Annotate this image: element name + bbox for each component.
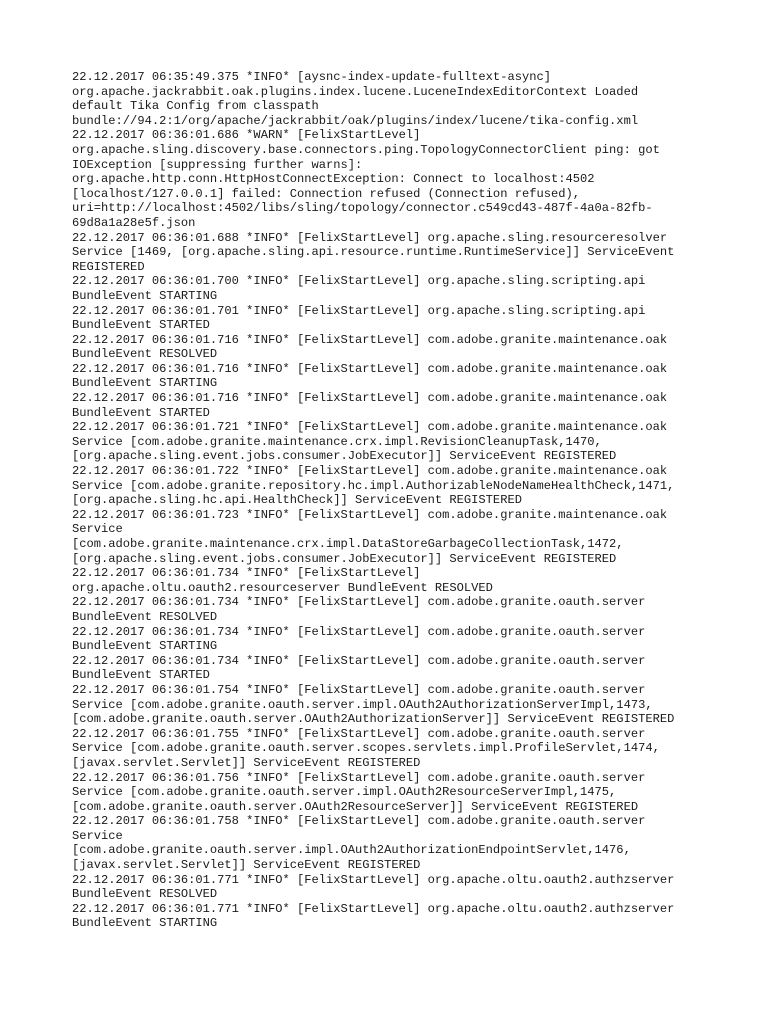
log-line: BundleEvent RESOLVED [72,347,218,362]
log-line: 22.12.2017 06:36:01.688 *INFO* [FelixStartLevel] org.apache.sling.resourceresolver [72,230,668,245]
log-line: REGISTERED [72,259,145,274]
log-line: 22.12.2017 06:36:01.723 *INFO* [FelixStartLevel] com.adobe.granite.maintenance.oak [72,507,668,522]
log-line: BundleEvent STARTING [72,288,218,303]
log-line: BundleEvent STARTED [72,405,210,420]
log-line: [javax.servlet.Servlet]] ServiceEvent REGISTERED [72,755,421,770]
log-line: 22.12.2017 06:36:01.721 *INFO* [FelixStartLevel] com.adobe.granite.maintenance.oak [72,420,668,435]
log-line: Service [1469, [org.apache.sling.api.resource.runtime.RuntimeService]] ServiceEvent [72,245,675,260]
log-line: 22.12.2017 06:36:01.686 *WARN* [FelixStartLevel] [72,128,421,143]
log-document [72,70,712,931]
log-line: [org.apache.sling.event.jobs.consumer.JobExecutor]] ServiceEvent REGISTERED [72,449,617,464]
log-line: 22.12.2017 06:36:01.716 *INFO* [FelixStartLevel] com.adobe.granite.maintenance.oak [72,332,668,347]
log-line: BundleEvent RESOLVED [72,887,218,902]
log-line: 22.12.2017 06:35:49.375 *INFO* [aysnc-index-update-fulltext-async] [72,70,551,84]
log-line: 22.12.2017 06:36:01.758 *INFO* [FelixStartLevel] com.adobe.granite.oauth.server [72,814,646,829]
log-line: [org.apache.sling.hc.api.HealthCheck]] ServiceEvent REGISTERED [72,493,522,508]
log-line: BundleEvent STARTING [72,376,218,391]
log-line: [com.adobe.granite.oauth.server.OAuth2ResourceServer]] ServiceEvent REGISTERED [72,799,639,814]
log-line: 22.12.2017 06:36:01.700 *INFO* [FelixStartLevel] org.apache.sling.scripting.api [72,274,646,289]
log-line: Service [com.adobe.granite.oauth.server.impl.OAuth2AuthorizationServerImpl,1473, [72,697,653,712]
log-line: BundleEvent STARTING [72,916,218,931]
log-line: org.apache.oltu.oauth2.resourceserver BundleEvent RESOLVED [72,580,493,595]
log-line: 22.12.2017 06:36:01.756 *INFO* [FelixStartLevel] com.adobe.granite.oauth.server [72,770,646,785]
log-line: 22.12.2017 06:36:01.755 *INFO* [FelixStartLevel] com.adobe.granite.oauth.server [72,726,646,741]
log-line: 22.12.2017 06:36:01.734 *INFO* [FelixStartLevel] com.adobe.granite.oauth.server [72,624,646,639]
log-line: org.apache.sling.discovery.base.connectors.ping.TopologyConnectorClient ping: got [72,142,660,157]
log-line: 22.12.2017 06:36:01.701 *INFO* [FelixStartLevel] org.apache.sling.scripting.api [72,303,646,318]
log-line: BundleEvent STARTED [72,318,210,333]
log-line: [com.adobe.granite.oauth.server.OAuth2AuthorizationServer]] ServiceEvent REGISTERED [72,712,675,727]
log-line: [javax.servlet.Servlet]] ServiceEvent REGISTERED [72,858,421,873]
log-line: 22.12.2017 06:36:01.716 *INFO* [FelixStartLevel] com.adobe.granite.maintenance.oak [72,361,668,376]
log-line: IOException [suppressing further warns]: [72,157,363,172]
log-line: [org.apache.sling.event.jobs.consumer.JobExecutor]] ServiceEvent REGISTERED [72,551,617,566]
log-line: [com.adobe.granite.maintenance.crx.impl.DataStoreGarbageCollectionTask,1472, [72,537,624,551]
log-line: 22.12.2017 06:36:01.754 *INFO* [FelixStartLevel] com.adobe.granite.oauth.server [72,682,646,697]
log-line: 22.12.2017 06:36:01.734 *INFO* [FelixStartLevel] [72,566,421,581]
log-line: default Tika Config from classpath [72,99,319,114]
log-line: org.apache.jackrabbit.oak.plugins.index.lucene.LuceneIndexEditorContext Loaded [72,84,639,99]
log-line: 22.12.2017 06:36:01.734 *INFO* [FelixStartLevel] com.adobe.granite.oauth.server [72,653,646,668]
log-line: 22.12.2017 06:36:01.722 *INFO* [FelixStartLevel] com.adobe.granite.maintenance.oak [72,464,668,479]
log-line: 22.12.2017 06:36:01.716 *INFO* [FelixStartLevel] com.adobe.granite.maintenance.oak [72,391,668,406]
log-line: BundleEvent STARTED [72,668,210,683]
log-line: BundleEvent RESOLVED [72,609,218,624]
log-line: 22.12.2017 06:36:01.771 *INFO* [FelixStartLevel] org.apache.oltu.oauth2.authzserver [72,872,675,887]
log-line: org.apache.http.conn.HttpHostConnectException: Connect to localhost:4502 [72,172,595,187]
log-line: 22.12.2017 06:36:01.771 *INFO* [FelixStartLevel] org.apache.oltu.oauth2.authzserver [72,901,675,916]
log-line: Service [com.adobe.granite.maintenance.crx.impl.RevisionCleanupTask,1470, [72,434,602,449]
log-line: 22.12.2017 06:36:01.734 *INFO* [FelixStartLevel] com.adobe.granite.oauth.server [72,595,646,610]
log-line: Service [72,828,123,843]
log-line: BundleEvent STARTING [72,639,218,654]
log-line: Service [com.adobe.granite.oauth.server.scopes.servlets.impl.ProfileServlet,1474, [72,741,660,756]
log-line: 69d8a1a28e5f.json [72,215,196,230]
log-line: bundle://94.2:1/org/apache/jackrabbit/oak/plugins/index/lucene/tika-config.xml [72,113,639,128]
log-line: [localhost/127.0.0.1] failed: Connection refused (Connection refused), [72,186,581,201]
log-line: Service [com.adobe.granite.repository.hc.impl.AuthorizableNodeNameHealthCheck,1471, [72,478,675,493]
log-line: Service [com.adobe.granite.oauth.server.impl.OAuth2ResourceServerImpl,1475, [72,785,617,800]
log-line: [com.adobe.granite.oauth.server.impl.OAuth2AuthorizationEndpointServlet,1476, [72,843,631,858]
log-line: Service [72,522,123,537]
log-line: uri=http://localhost:4502/libs/sling/topology/connector.c549cd43-487f-4a0a-82fb- [72,201,653,216]
